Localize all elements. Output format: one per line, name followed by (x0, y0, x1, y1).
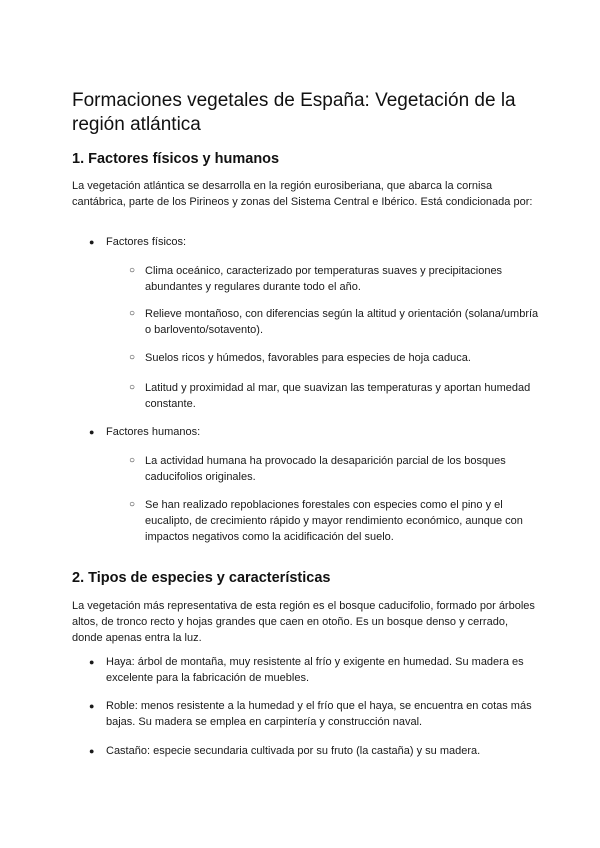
bullet-filled-icon: ● (89, 657, 95, 667)
list-item-clima (129, 263, 541, 295)
list-item-repoblaciones (129, 497, 541, 545)
list-item-roble (89, 698, 536, 730)
bullet-filled-icon: ● (89, 237, 95, 247)
list-item-label: Factores físicos: (106, 236, 187, 248)
list-item-text: Suelos ricos y húmedos, favorables para especies de hoja caduca. (145, 352, 471, 364)
list-item-text: Roble: menos resistente a la humedad y el frío que el haya, se encuentra en cotas más bajas. Su madera se emplea en carpintería y construcción naval. (106, 700, 532, 728)
list-item-text: La actividad humana ha provocado la desaparición parcial de los bosques caducifolios originales. (145, 455, 506, 483)
list-item-text: Latitud y proximidad al mar, que suavizan las temperaturas y aportan humedad constante. (145, 382, 531, 410)
list-item-text: Se han realizado repoblaciones forestales con especies como el pino y el eucalipto, de crecimiento rápido y mayor rendimiento económico, aunque con impactos negativos como la acidificación del suelo. (145, 499, 523, 543)
bullet-hollow-icon: ○ (129, 499, 136, 510)
bullet-filled-icon: ● (89, 746, 95, 756)
list-item-suelos (129, 350, 541, 366)
list-item-factores-humanos (89, 424, 536, 440)
section-heading-especies: 2. Tipos de especies y características (72, 570, 331, 586)
bullet-filled-icon: ● (89, 701, 95, 711)
list-item-actividad-humana (129, 453, 541, 485)
bullet-hollow-icon: ○ (129, 455, 136, 466)
list-item-relieve (129, 306, 541, 338)
bullet-hollow-icon: ○ (129, 308, 136, 319)
list-item-label: Factores humanos: (106, 426, 201, 438)
list-item-text: Haya: árbol de montaña, muy resistente al frío y exigente en humedad. Su madera es excelente para la fabricación de muebles. (106, 656, 524, 684)
section1-intro-paragraph: La vegetación atlántica se desarrolla en la región eurosiberiana, que abarca la cornisa cantábrica, parte de los Pirineos y zonas del Sistema Central e Ibérico. Está condicionada por: (72, 180, 533, 208)
list-item-factores-fisicos (89, 234, 536, 250)
list-item-text: Relieve montañoso, con diferencias según la altitud y orientación (solana/umbría o barlovento/sotavento). (145, 308, 539, 336)
section-heading-factores: 1. Factores físicos y humanos (72, 151, 280, 167)
section2-intro-paragraph: La vegetación más representativa de esta región es el bosque caducifolio, formado por árboles altos, de tronco recto y hojas grandes que caen en otoño. Es un bosque denso y cerrado, donde apenas entra la luz. (72, 600, 535, 644)
bullet-hollow-icon: ○ (129, 265, 136, 276)
list-item-text: Clima oceánico, caracterizado por temperaturas suaves y precipitaciones abundantes y regulares durante todo el año. (145, 265, 503, 293)
list-item-latitud (129, 380, 541, 412)
list-item-text: Castaño: especie secundaria cultivada por su fruto (la castaña) y su madera. (106, 745, 481, 757)
bullet-filled-icon: ● (89, 427, 95, 437)
document-title: Formaciones vegetales de España: Vegetación de la región atlántica (72, 90, 516, 135)
bullet-hollow-icon: ○ (129, 352, 136, 363)
list-item-haya (89, 654, 536, 686)
list-item-castano (89, 743, 536, 759)
bullet-hollow-icon: ○ (129, 382, 136, 393)
